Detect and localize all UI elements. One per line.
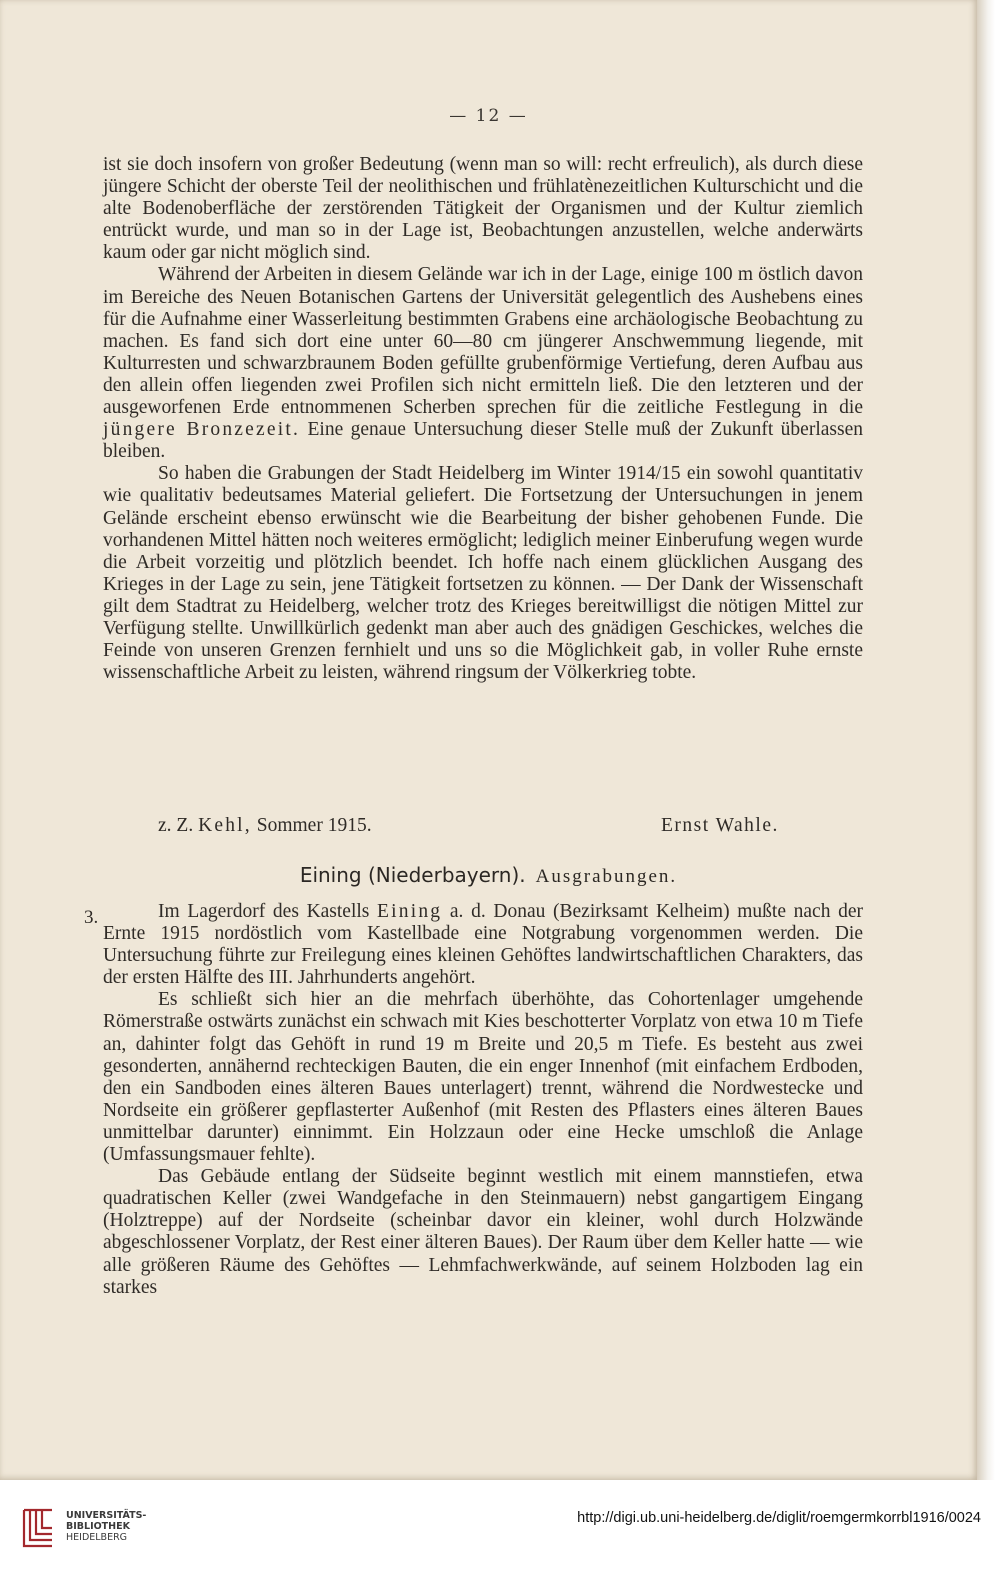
library-logo-icon bbox=[18, 1504, 58, 1552]
spaced-emphasis: Eining bbox=[377, 901, 443, 922]
text-run: Im Lagerdorf des Kastells bbox=[158, 901, 370, 922]
section-number: 3. bbox=[84, 907, 99, 928]
section-title: Eining (Niederbayern). bbox=[299, 863, 526, 887]
library-name-line: HEIDELBERG bbox=[66, 1532, 128, 1543]
text-run: a. d. Donau (Bezirksamt Kelheim) mußte nach der Ernte 1915 nordöstlich vom Kastellbade eine Notgrabung vorgenommen werden. Die Untersuchung führte zur Freilegung eines kleinen Gehöftes landwirtschaftlichen Charakters, das der ersten Hälfte des III. Jahrhunderts angehört. bbox=[103, 901, 864, 989]
signature-author: Ernst Wahle. bbox=[661, 815, 779, 836]
paragraph: So haben die Grabungen der Stadt Heidelberg im Winter 1914/15 ein sowohl quantitativ wie qualitativ bedeutsames Material geliefert. Die Fortsetzung der Untersuchungen in jenem Gelände erscheint ebenso erwünscht wie die Bearbeitung der bisher gehobenen Funde. Die vorhandenen Mittel hätten noch weiteres ermöglicht; lediglich meiner Einberufung wegen wurde die Arbeit vorzeitig und plötzlich beendet. Ich hoffe nach einem glücklichen Ausgang des Krieges in der Lage zu sein, jene Tätigkeit fortsetzen zu können. — Der Dank der Wissenschaft gilt dem Stadtrat zu Heidelberg, welcher trotz des Krieges bereitwilligst die nötigen Mittel zur Verfügung stellte. Unwillkürlich gedenkt man aber auch des gnädigen Geschickes, welches die Feinde von unseren Grenzen fernhielt und uns so die Möglichkeit gab, in voller Ruhe ernste wissenschaftliche Arbeit zu leisten, während ringsum der Völkerkrieg tobte. bbox=[103, 463, 863, 684]
paragraph bbox=[103, 901, 863, 989]
section-subtitle: Ausgrabungen. bbox=[535, 866, 678, 887]
source-url[interactable]: http://digi.ub.uni-heidelberg.de/diglit/roemgermkorrbl1916/0024 bbox=[577, 1510, 981, 1526]
place-name: Kehl, bbox=[198, 815, 252, 836]
paragraph: Das Gebäude entlang der Südseite beginnt westlich mit einem mannstiefen, etwa quadratischen Keller (zwei Wandgefache in den Steinmauern) nebst gangartigem Eingang (Holztreppe) auf der Nordseite (scheinbar davor ein kleiner, wohl durch Holzwände abgeschlossener Vorplatz, der Rest einer älteren Baues). Der Raum über dem Keller hatte — wie alle größeren Räume des Gehöftes — Lehmfachwerkwände, auf seinem Holzboden lag ein starkes bbox=[103, 1166, 863, 1298]
spaced-emphasis: jüngere Bronzezeit. bbox=[103, 419, 301, 441]
paragraph: Es schließt sich hier an die mehrfach überhöhte, das Cohortenlager umgehende Römerstraße ostwärts zunächst ein schwach mit Kies beschotterter Vorplatz von etwa 10 m Tiefe an, dahinter folgt das Gehöft in rund 19 m Breite und 20,5 m Tiefe. Es besteht aus zwei gesonderten, annähernd rechteckigen Bauten, die ein enger Innenhof (mit einfachem Erdboden, den ein Sandboden eines älteren Baues unterlagert) trennt, während die Nordwestecke und Nordseite ein größerer gepflasterter Außenhof (mit Resten des Pflasters eines älteren Baues unmittelbar darunter) einnimmt. Ein Holzzaun oder eine Hecke umschloß die Anlage (Umfassungsmauer fehlte). bbox=[103, 989, 863, 1166]
library-name-line: UNIVERSITÄTS- bbox=[66, 1510, 147, 1521]
paragraph: ist sie doch insofern von großer Bedeutung (wenn man so will: recht erfreulich), als durch diese jüngere Schicht der oberste Teil der neolithischen und frühlatènezeitlichen Kulturschicht und die alte Bodenoberfläche der zerstörenden Tätigkeit der Organismen und der Kultur ziemlich entrückt wurde, und man so in der Lage ist, Beobachtungen anzustellen, welche anderwärts kaum oder gar nicht möglich sind. bbox=[103, 154, 863, 264]
signature-place bbox=[158, 815, 372, 837]
report-eining-text bbox=[103, 901, 863, 1299]
signature-date: Sommer 1915. bbox=[256, 815, 372, 836]
place-prefix: z. Z. bbox=[158, 815, 194, 836]
footer bbox=[0, 1480, 995, 1578]
page-edge bbox=[977, 0, 995, 1480]
section-heading bbox=[0, 863, 977, 888]
paragraph bbox=[103, 264, 863, 463]
text-run: Während der Arbeiten in diesem Gelände war ich in der Lage, einige 100 m östlich davon im Bereiche des Neuen Botanischen Gartens der Universität gelegentlich des Aushebens eines für die Aufnahme einer Wasserleitung bestimmten Grabens eine archäologische Beobachtung zu machen. Es fand sich dort eine unter 60—80 cm jüngerer Anschwemmung liegende, mit Kulturresten und schwarzbraunem Boden gefüllte grubenförmige Vertiefung, deren Aufbau aus den allein offen liegenden zwei Profilen sich nicht ermitteln ließ. Die den letzteren und der ausgeworfenen Erde entnommenen Scherben sprechen für die zeitliche Festlegung in die bbox=[103, 264, 863, 419]
page-number: — 12 — bbox=[449, 106, 528, 126]
library-name-line: BIBLIOTHEK bbox=[66, 1521, 130, 1532]
library-name bbox=[66, 1510, 146, 1543]
report-heidelberg-text bbox=[103, 154, 863, 684]
text-run: Eine genaue Untersuchung dieser Stelle muß der Zukunft überlassen bleiben. bbox=[103, 419, 863, 463]
